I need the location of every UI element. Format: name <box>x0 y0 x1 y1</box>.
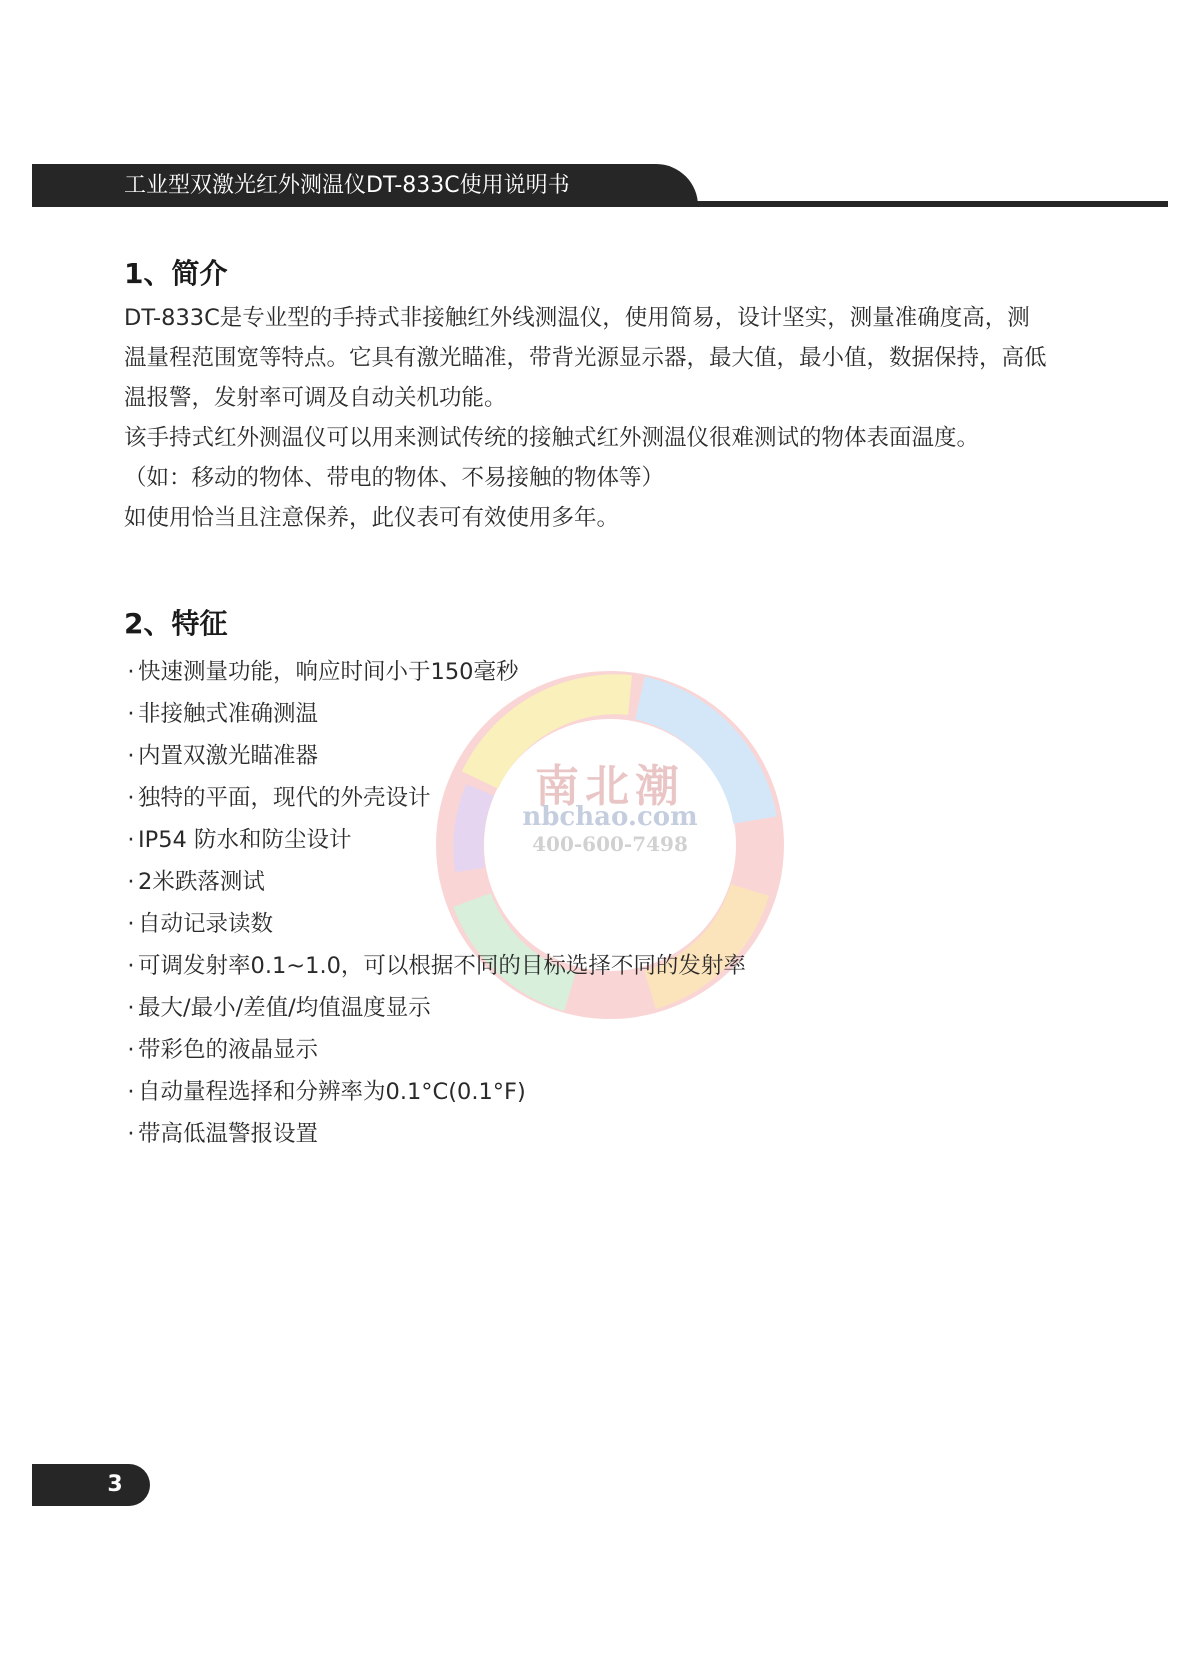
list-item <box>124 777 746 819</box>
bullet: · <box>127 995 135 1021</box>
feature-list <box>124 651 746 1155</box>
list-item <box>124 819 746 861</box>
list-item <box>124 693 746 735</box>
list-item <box>124 987 746 1029</box>
bullet: · <box>127 1121 135 1147</box>
bullet: · <box>127 1079 135 1105</box>
document-title: 工业型双激光红外测温仪DT-833C使用说明书 <box>124 173 570 198</box>
feature-text: 可调发射率0.1~1.0，可以根据不同的目标选择不同的发射率 <box>138 953 746 979</box>
intro-line: 该手持式红外测温仪可以用来测试传统的接触式红外测温仪很难测试的物体表面温度。 <box>124 425 980 451</box>
intro-line: 温量程范围宽等特点。它具有激光瞄准，带背光源显示器，最大值，最小值，数据保持，高低 <box>124 345 1047 371</box>
header-rule <box>32 201 1168 207</box>
feature-text: 非接触式准确测温 <box>138 701 319 727</box>
feature-text: 自动量程选择和分辨率为0.1°C(0.1°F) <box>138 1079 526 1105</box>
feature-text: 最大/最小/差值/均值温度显示 <box>138 995 431 1021</box>
bullet: · <box>127 1037 135 1063</box>
feature-text: 独特的平面，现代的外壳设计 <box>138 785 431 811</box>
list-item <box>124 861 746 903</box>
feature-text: IP54 防水和防尘设计 <box>138 827 352 853</box>
section-heading-intro: 1、简介 <box>124 257 228 290</box>
bullet: · <box>127 953 135 979</box>
intro-line: （如：移动的物体、带电的物体、不易接触的物体等） <box>124 465 665 491</box>
feature-text: 2米跌落测试 <box>138 869 265 895</box>
list-item <box>124 1071 746 1113</box>
list-item <box>124 903 746 945</box>
intro-line: 如使用恰当且注意保养，此仪表可有效使用多年。 <box>124 505 620 531</box>
feature-text: 快速测量功能，响应时间小于150毫秒 <box>138 659 519 685</box>
bullet: · <box>127 785 135 811</box>
feature-text: 自动记录读数 <box>138 911 274 937</box>
list-item <box>124 735 746 777</box>
intro-line: 温报警，发射率可调及自动关机功能。 <box>124 385 507 411</box>
feature-text: 带彩色的液晶显示 <box>138 1037 319 1063</box>
bullet: · <box>127 911 135 937</box>
list-item <box>124 651 746 693</box>
page-number-tab <box>32 1464 150 1506</box>
bullet: · <box>127 659 135 685</box>
list-item <box>124 945 746 987</box>
section-heading-features: 2、特征 <box>124 607 228 640</box>
watermark-domain: nbchao.com <box>522 802 698 832</box>
list-item <box>124 1029 746 1071</box>
intro-line: DT-833C是专业型的手持式非接触红外线测温仪，使用简易，设计坚实，测量准确度高，测 <box>124 305 1030 331</box>
watermark-phone: 400-600-7498 <box>532 832 688 856</box>
bullet: · <box>127 827 135 853</box>
bullet: · <box>127 701 135 727</box>
bullet: · <box>127 869 135 895</box>
list-item <box>124 1113 746 1155</box>
bullet: · <box>127 743 135 769</box>
page-number: 3 <box>107 1472 123 1497</box>
watermark-brand: 南北潮 <box>535 761 685 812</box>
feature-text: 带高低温警报设置 <box>138 1121 319 1147</box>
feature-text: 内置双激光瞄准器 <box>138 743 319 769</box>
